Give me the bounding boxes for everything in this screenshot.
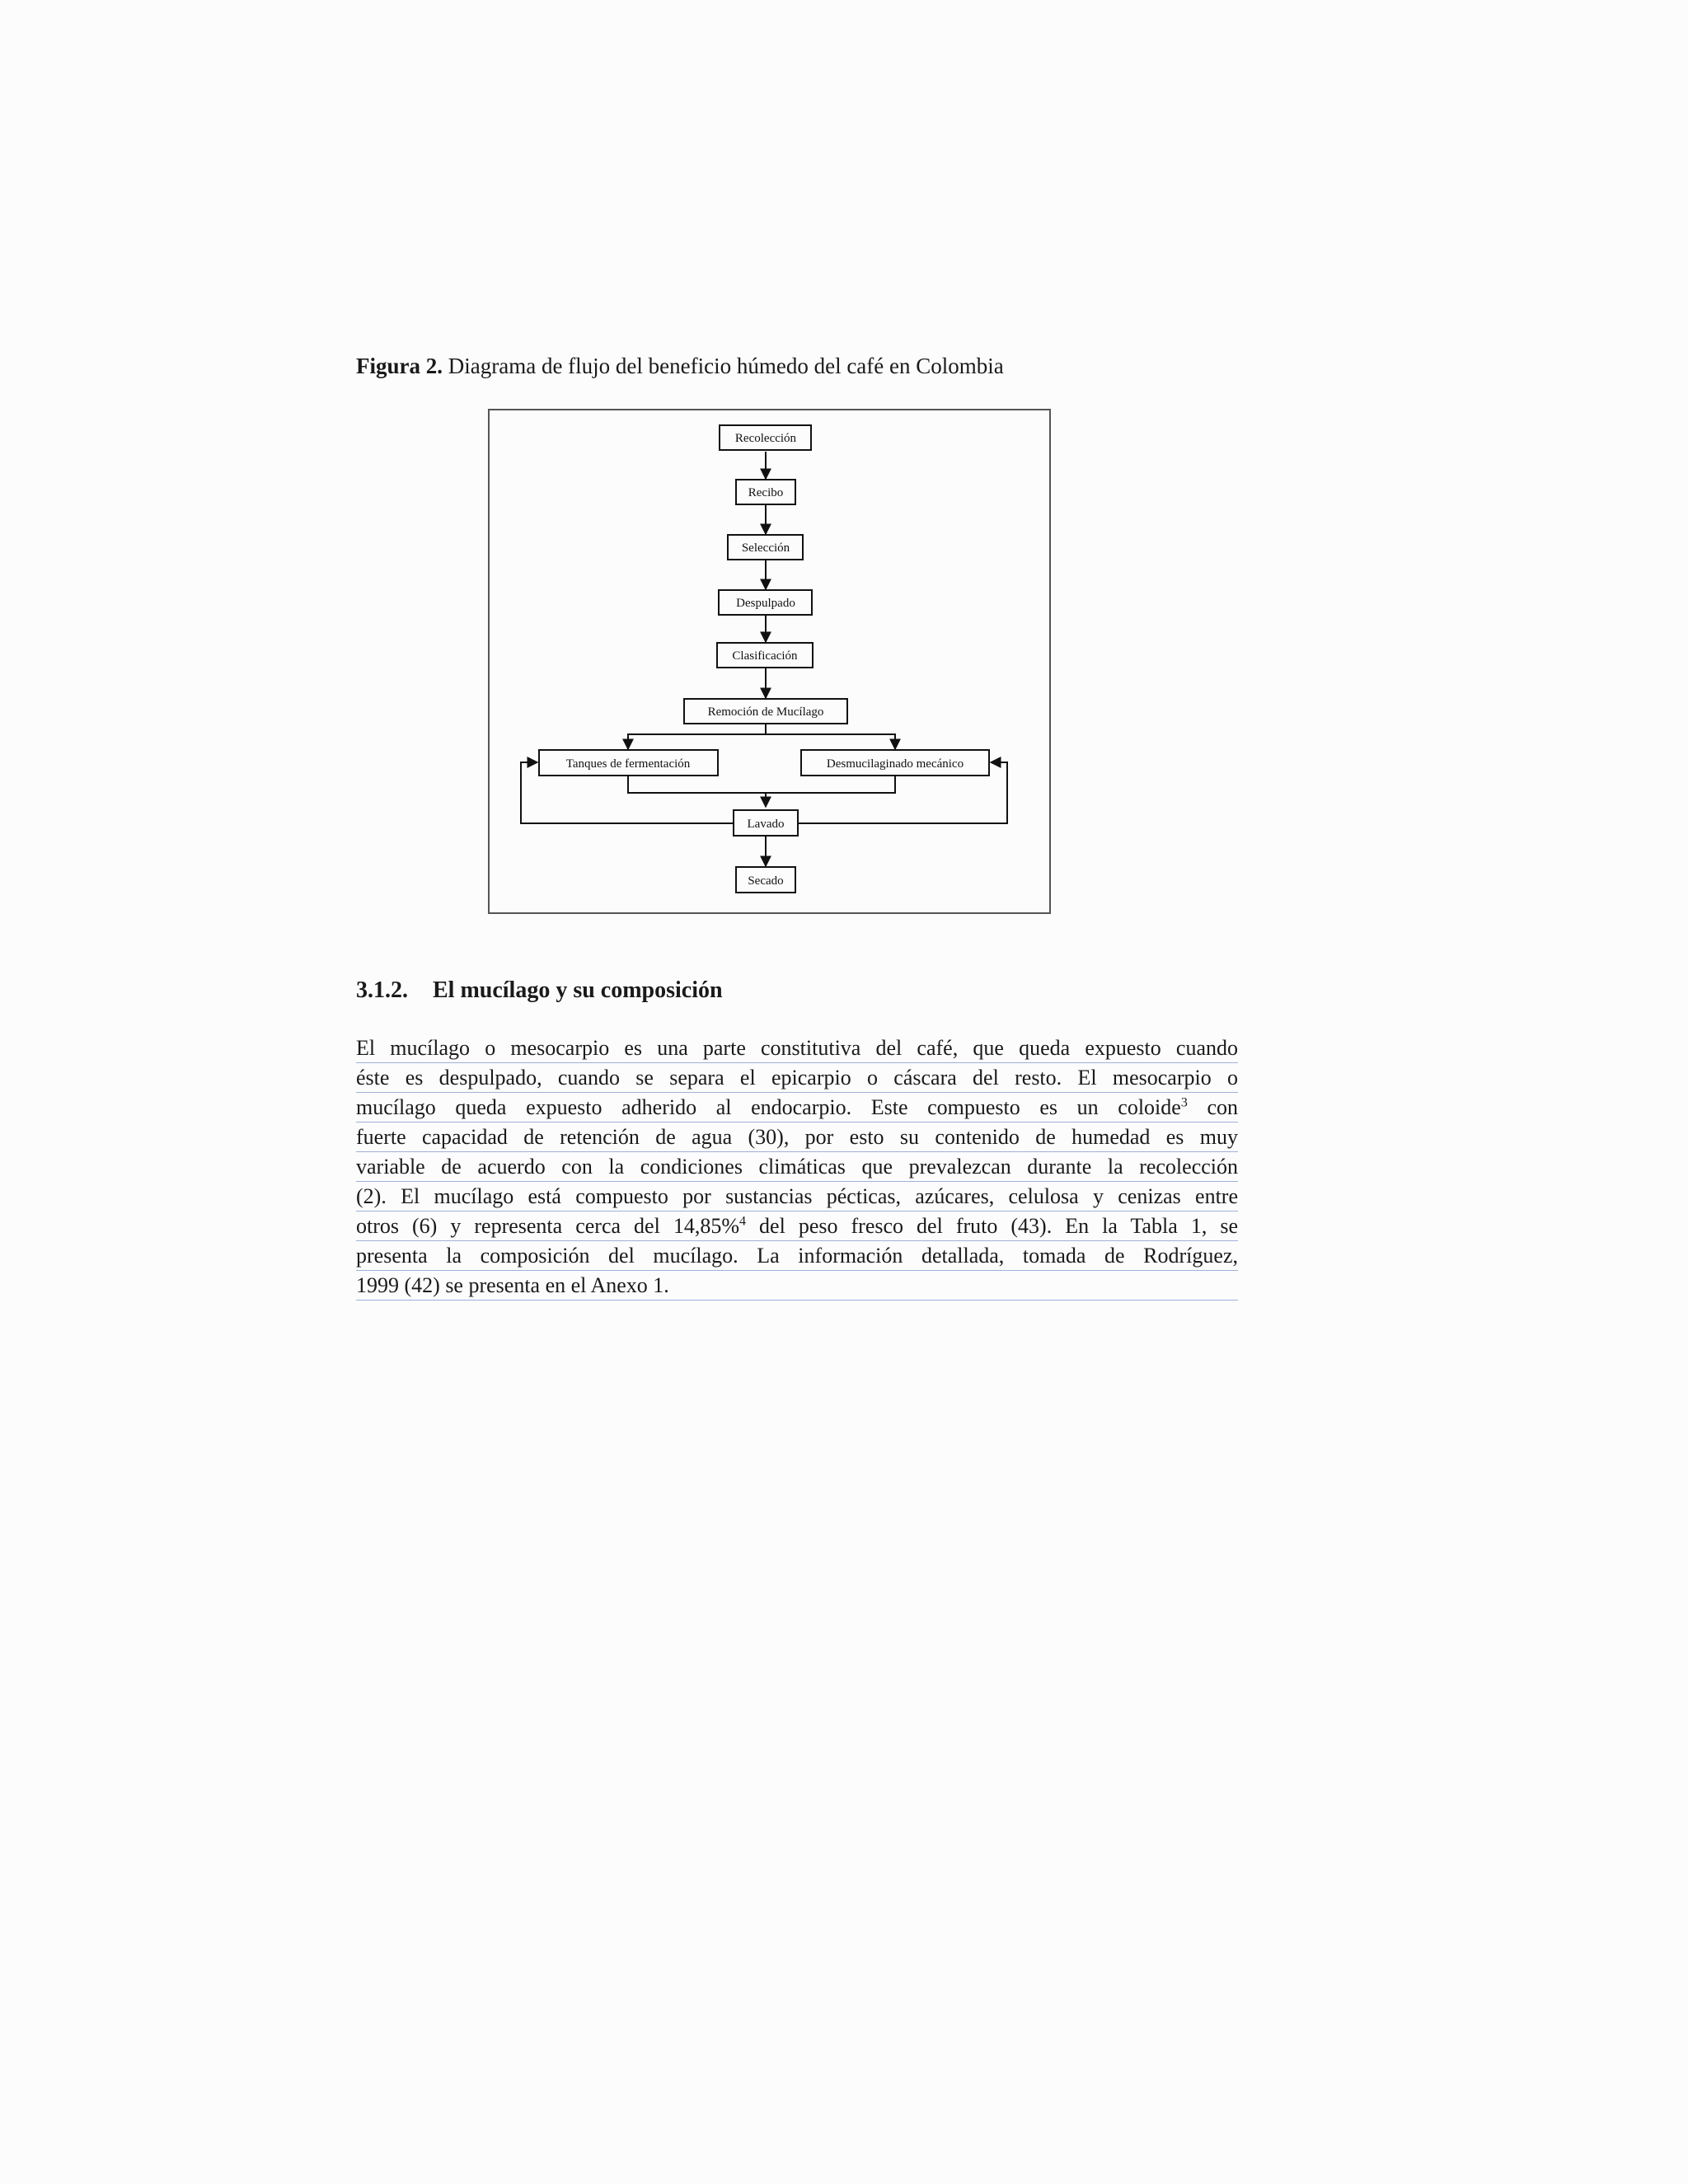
paragraph-line: éste es despulpado, cuando se separa el epicarpio o cáscara del resto. El mesocarpio o [356,1063,1238,1093]
paragraph-line: El mucílago o mesocarpio es una parte constitutiva del café, que queda expuesto cuando [356,1033,1238,1063]
paragraph-line: (2). El mucílago está compuesto por sustancias pécticas, azúcares, celulosa y cenizas entre [356,1182,1238,1212]
node-clasificacion: Clasificación [732,649,798,663]
flowchart-frame [488,409,1051,914]
node-seleccion: Selección [741,541,790,555]
node-secado: Secado [748,874,784,888]
node-despulpado: Despulpado [736,597,795,610]
paragraph-line: fuerte capacidad de retención de agua (30), por esto su contenido de humedad es muy [356,1122,1238,1152]
section-number: 3.1.2. [356,977,408,1003]
arrow-tanques-lavado [628,776,766,807]
node-tanques: Tanques de fermentación [565,757,691,771]
node-remocion: Remoción de Mucílago [707,705,824,719]
arrow-remocion-tanques [628,724,766,749]
node-lavado: Lavado [747,818,785,831]
flowchart-diagram [490,410,1053,916]
node-recoleccion: Recolección [734,432,797,445]
paragraph-line-tail: del peso fresco del fruto (43). En la Tabla 1, se [746,1214,1239,1238]
node-recibo: Recibo [748,486,784,499]
paragraph-line-tail: con [1187,1095,1238,1119]
figure-label: Figura 2. [356,354,443,378]
paragraph-line: variable de acuerdo con la condiciones climáticas que prevalezcan durante la recolección [356,1152,1238,1182]
figure-title: Diagrama de flujo del beneficio húmedo del café en Colombia [443,354,1004,378]
section-heading [356,977,723,1004]
paragraph-line: 1999 (42) se presenta en el Anexo 1. [356,1271,1238,1301]
figure-caption [356,351,1345,381]
paragraph-line-text: otros (6) y representa cerca del 14,85% [356,1214,740,1238]
paragraph-line [356,1093,1238,1122]
paragraph-line: presenta la composición del mucílago. La información detallada, tomada de Rodríguez, [356,1241,1238,1271]
arrow-desmucilaginado-lavado [766,776,895,793]
arrow-remocion-desmucilaginado [766,734,895,749]
footnote-ref-4[interactable]: 4 [739,1214,747,1229]
footnote-ref-3[interactable]: 3 [1180,1095,1188,1110]
paragraph-line [356,1212,1238,1241]
paragraph-line-text: mucílago queda expuesto adherido al endocarpio. Este compuesto es un coloide [356,1095,1181,1119]
node-desmucilaginado: Desmucilaginado mecánico [826,757,964,771]
body-paragraph [356,1033,1238,1301]
section-title: El mucílago y su composición [433,977,723,1003]
